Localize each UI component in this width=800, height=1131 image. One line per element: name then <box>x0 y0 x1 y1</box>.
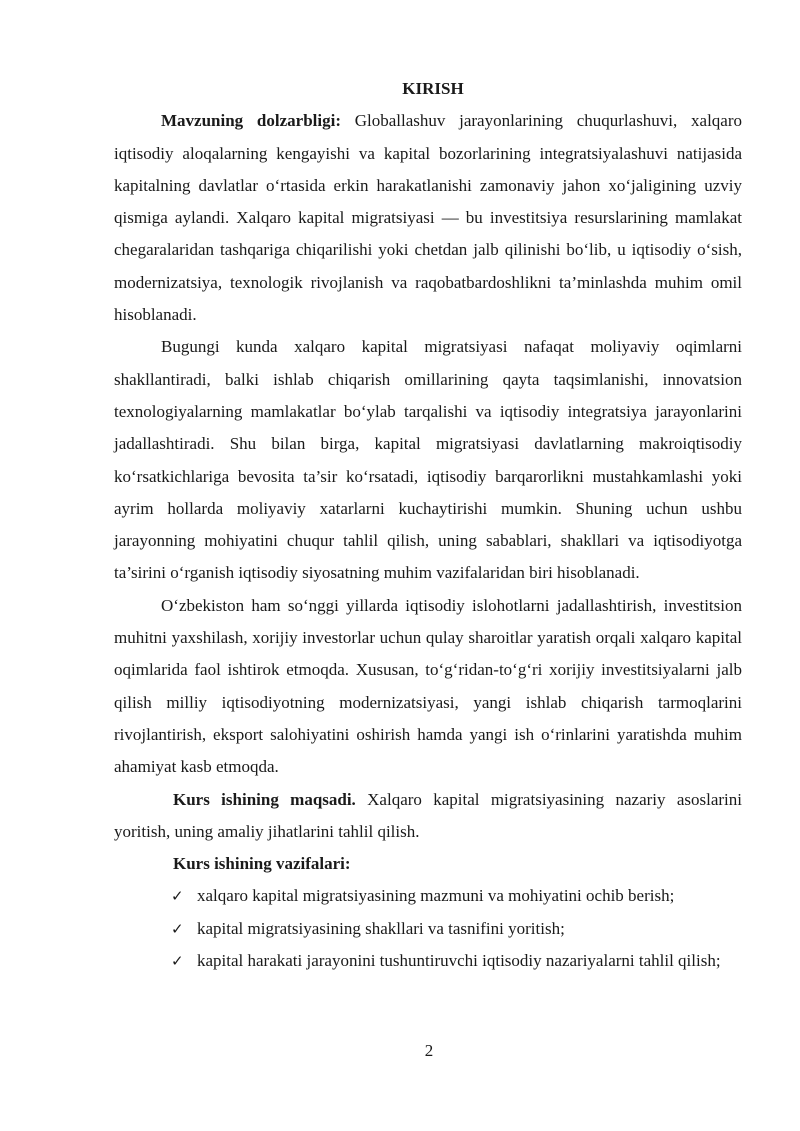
relevance-paragraph <box>114 105 742 331</box>
document-page <box>114 73 742 977</box>
relevance-label: Mavzuning dolzarbligi: <box>161 111 341 131</box>
check-icon: ✓ <box>171 919 184 938</box>
task-text: kapital harakati jarayonini tushuntiruvchi iqtisodiy nazariyalarni tahlil qilish; <box>197 951 721 971</box>
tasks-list <box>114 880 742 977</box>
aim-text: Xalqaro kapital migratsiyasining nazariy asoslarini yoritish, uning amaliy jihatlarini tahlil qilish. <box>114 789 742 841</box>
paragraph-2: Bugungi kunda xalqaro kapital migratsiyasi nafaqat moliyaviy oqimlarni shakllantiradi, balki ishlab chiqarish omillarining qayta taqsimlanishi, innovatsion texnologiyalarning mamlakatlar bo‘ylab tarqalishi va iqtisodiy integratsiya jarayonlarini jadallashtiradi. Shu bilan birga, kapital migratsiyasi davlatlarning makroiqtisodiy ko‘rsatkichlariga bevosita ta’sir ko‘rsatadi, iqtisodiy barqarorlikni mustahkamlashi yoki ayrim hollarda moliyaviy xatarlarni kuchaytirishi mumkin. Shuning uchun ushbu jarayonning mohiyatini chuqur tahlil qilish, uning sabablari, shakllari va iqtisodiyotga ta’sirini o‘rganish iqtisodiy siyosatning muhim vazifalaridan biri hisoblanadi. <box>114 337 742 583</box>
aim-paragraph <box>114 784 742 849</box>
check-icon: ✓ <box>171 887 184 906</box>
section-title: KIRISH <box>402 79 464 98</box>
page-number: 2 <box>424 1041 434 1060</box>
task-text: xalqaro kapital migratsiyasining mazmuni va mohiyatini ochib berish; <box>197 886 675 906</box>
check-icon: ✓ <box>171 952 184 971</box>
paragraph-3: O‘zbekiston ham so‘nggi yillarda iqtisodiy islohotlarni jadallashtirish, investitsion muhitni yaxshilash, xorijiy investorlar uchun qulay sharoitlar yaratish orqali xalqaro kapital oqimlarida faol ishtirok etmoqda. Xususan, to‘g‘ridan-to‘g‘ri xorijiy investitsiyalarni jalb qilish milliy iqtisodiyotning modernizatsiyasi, yangi ishlab chiqarish tarmoqlarini rivojlantirish, eksport salohiyatini oshirish hamda yangi ish o‘rinlarini yaratishda muhim ahamiyat kasb etmoqda. <box>114 595 742 777</box>
task-item <box>114 945 742 977</box>
task-text: kapital migratsiyasining shakllari va tasnifini yoritish; <box>197 918 565 938</box>
task-item <box>114 880 742 912</box>
tasks-heading: Kurs ishining vazifalari: <box>173 854 351 874</box>
relevance-text: Globallashuv jarayonlarining chuqurlashuvi, xalqaro iqtisodiy aloqalarning kengayishi va kapital bozorlarining integratsiyalashuvi natijasida kapitalning davlatlar o‘rtasida erkin harakatlanishi zamonaviy jahon xo‘jaligining uzviy qismiga aylandi. Xalqaro kapital migratsiyasi — bu investitsiya resurslarining mamlakat chegaralaridan tashqariga chiqarilishi yoki chetdan jalb qilinishi bo‘lib, u iqtisodiy o‘sish, modernizatsiya, texnologik rivojlanish va raqobatbardoshlikni ta’minlashda muhim omil hisoblanadi. <box>114 111 743 325</box>
task-item <box>114 913 742 945</box>
aim-label: Kurs ishining maqsadi. <box>173 789 356 809</box>
